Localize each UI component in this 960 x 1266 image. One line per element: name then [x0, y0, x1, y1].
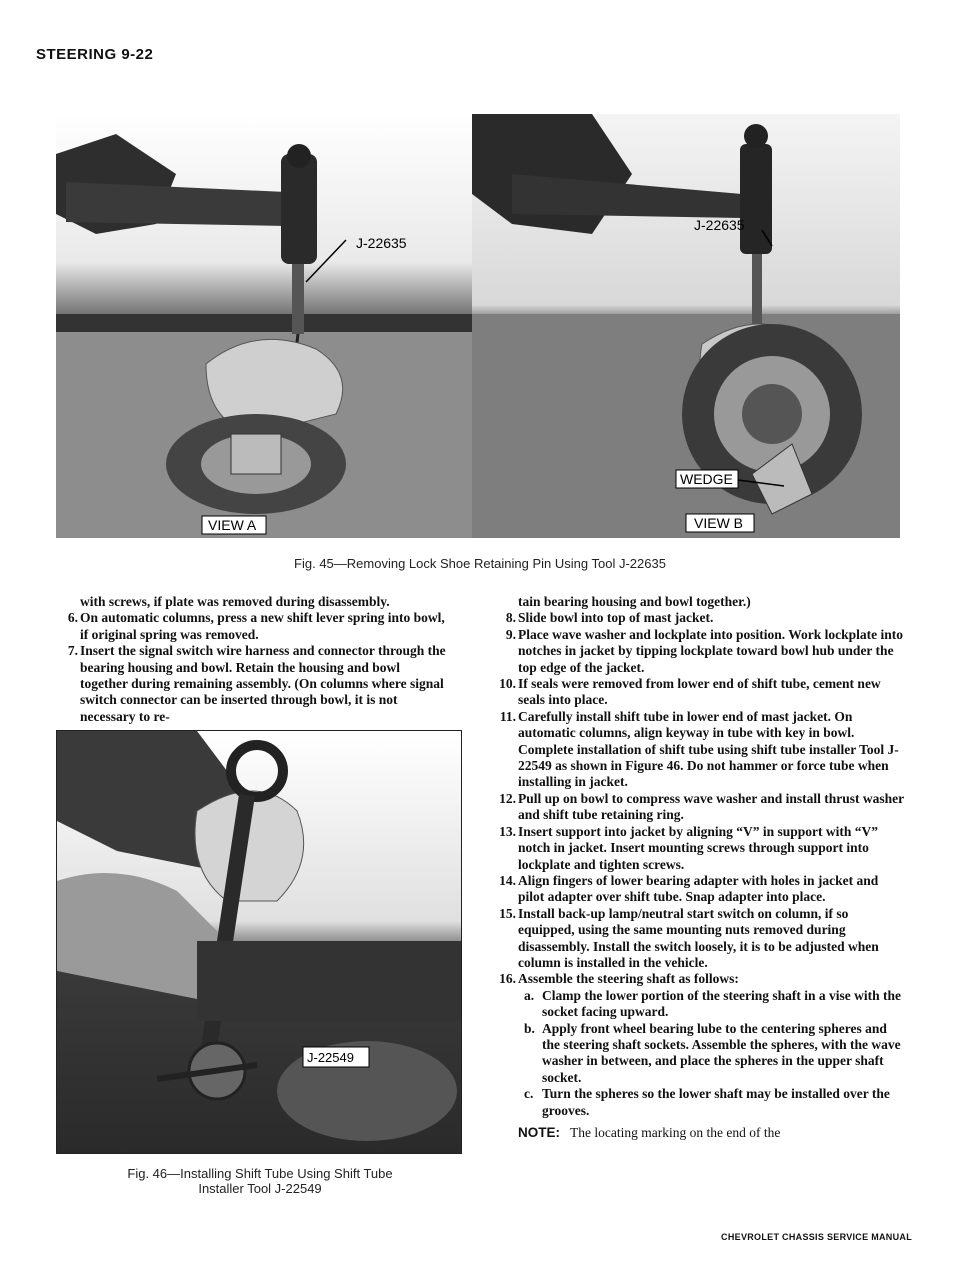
page-header: STEERING 9-22	[36, 46, 154, 63]
step-13	[496, 824, 904, 873]
left-column	[58, 594, 450, 725]
step-number: 10.	[499, 676, 516, 692]
note-label: NOTE:	[518, 1125, 560, 1140]
step-14	[496, 873, 904, 906]
substep-text: Clamp the lower portion of the steering shaft in a vise with the socket facing upward.	[542, 987, 901, 1020]
step-text: Pull up on bowl to compress wave washer and install thrust washer and shift tube retaining ring.	[518, 790, 904, 823]
step-7	[58, 643, 450, 725]
step-16	[496, 971, 904, 987]
step-number: 16.	[499, 971, 516, 987]
step-text: Install back-up lamp/neutral start switch on column, if so equipped, using the same mounting nuts removed during disassembly. Install the switch loosely, it is to be adjusted when column is installed in the vehicle.	[518, 905, 879, 970]
step-text: Align fingers of lower bearing adapter with holes in jacket and pilot adapter over shift tube. Snap adapter into place.	[518, 872, 879, 905]
substep-text: Turn the spheres so the lower shaft may be installed over the grooves.	[542, 1086, 890, 1118]
step-text: Carefully install shift tube in lower end of mast jacket. On automatic columns, align keyway in tube with key in bowl. Complete installation of shift tube using shift tube installer Tool J-22549 as shown in Figure 46. Do not hammer or force tube when installing in jacket.	[518, 708, 899, 790]
figure-46-tool-label: J-22549	[307, 1050, 354, 1065]
step-text: Place wave washer and lockplate into position. Work lockplate into notches in jacket by tipping lockplate toward bowl hub under the top edge of the jacket.	[518, 626, 904, 675]
view-b-wedge-label: WEDGE	[680, 471, 733, 487]
substep-text: Apply front wheel bearing lube to the centering spheres and the steering shaft sockets. Assemble the spheres, with the wave washer in between, and place the spheres in the upper shaft socket.	[542, 1020, 901, 1085]
step-number: 8.	[505, 610, 516, 626]
step-number: 12.	[499, 790, 516, 806]
step-number: 11.	[499, 708, 516, 724]
step-9	[496, 627, 904, 676]
figure-46-caption	[80, 1166, 440, 1196]
step-text: On automatic columns, press a new shift lever spring into bowl, if original spring was removed.	[80, 610, 445, 642]
view-b-tool-label: J-22635	[694, 217, 745, 233]
note-text: The locating marking on the end of the	[570, 1125, 781, 1140]
figure-45-view-b-photo	[472, 114, 900, 538]
step-15	[496, 906, 904, 972]
step-text: Insert the signal switch wire harness and connector through the bearing housing and bowl. Retain the housing and bowl together during remaining assembly. (On columns where signal switch connector can be inserted through bowl, it is not necessary to re-	[80, 643, 446, 724]
step-number: 13.	[499, 823, 516, 839]
step-text: Slide bowl into top of mast jacket.	[518, 610, 714, 626]
step-10	[496, 676, 904, 709]
step-text: Insert support into jacket by aligning “V” in support with “V” notch in jacket. Insert mounting screws through support into lockplate and tighten screws.	[518, 823, 879, 872]
substep-a	[518, 988, 904, 1021]
substep-b	[518, 1021, 904, 1087]
page-footer: CHEVROLET CHASSIS SERVICE MANUAL	[721, 1232, 912, 1242]
right-column	[496, 594, 904, 1141]
step-11	[496, 709, 904, 791]
step-12	[496, 791, 904, 824]
substep-c	[518, 1086, 904, 1119]
figure-46-photo	[56, 730, 462, 1154]
step-6	[58, 610, 450, 643]
step-text: If seals were removed from lower end of shift tube, cement new seals into place.	[518, 676, 881, 708]
figure-46-caption-line-2: Installer Tool J-22549	[198, 1181, 322, 1196]
substep-letter: c.	[524, 1086, 534, 1102]
view-a-tool-label: J-22635	[356, 235, 407, 251]
step-number: 6.	[67, 610, 78, 626]
step-number: 15.	[499, 905, 516, 921]
left-continuation: with screws, if plate was removed during disassembly.	[80, 594, 390, 609]
view-b-label: VIEW B	[694, 515, 744, 531]
step-text: Assemble the steering shaft as follows:	[518, 971, 739, 987]
figure-46-caption-line-1: Fig. 46—Installing Shift Tube Using Shift Tube	[127, 1166, 393, 1181]
view-a-label: VIEW A	[208, 517, 257, 533]
step-8	[496, 610, 904, 626]
substep-letter: a.	[524, 987, 535, 1003]
figure-45-caption: Fig. 45—Removing Lock Shoe Retaining Pin Using Tool J-22635	[294, 556, 666, 571]
note	[496, 1125, 904, 1141]
right-continuation: tain bearing housing and bowl together.)	[518, 594, 751, 609]
step-number: 9.	[505, 626, 516, 642]
step-number: 14.	[499, 872, 516, 888]
step-number: 7.	[67, 643, 78, 659]
figure-45-view-a-photo	[56, 114, 472, 538]
substep-letter: b.	[524, 1020, 535, 1036]
